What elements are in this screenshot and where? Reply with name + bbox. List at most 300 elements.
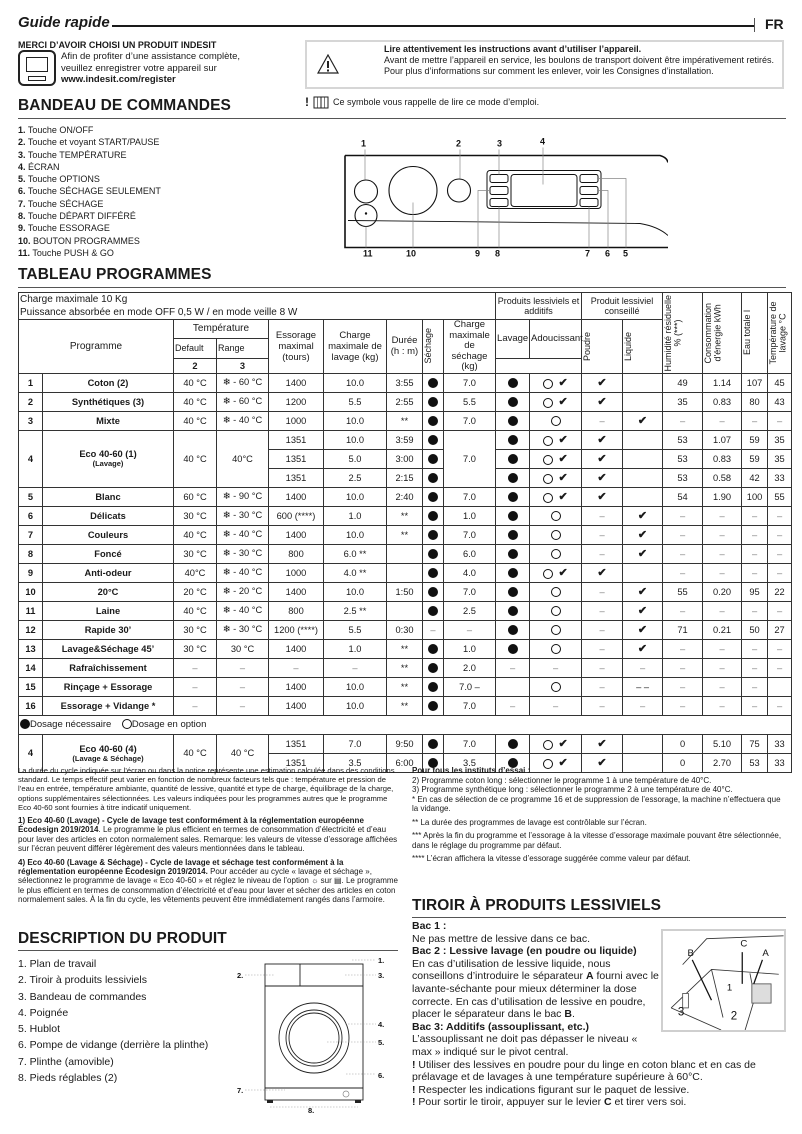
duree-header: Durée (h : m) — [387, 320, 423, 374]
header-rule — [112, 25, 755, 27]
command-item — [18, 124, 161, 136]
filled-dot-icon — [428, 549, 438, 559]
command-item — [18, 136, 161, 148]
table-cell: – — [768, 411, 792, 430]
table-cell — [423, 392, 444, 411]
table-cell: 42 — [742, 468, 768, 487]
bandeau-title: BANDEAU DE COMMANDES — [18, 97, 231, 114]
table-cell: – — [768, 639, 792, 658]
eco-sechage-note-bold: 4) Eco 40-60 (Lavage & Séchage) - Cycle de lavage et séchage test conformément à la réglementation européenne Écodesign 2019/2014. — [18, 857, 344, 877]
programme-number: 15 — [19, 677, 43, 696]
table-cell: 40 °C — [174, 430, 217, 487]
conseille-header: Produit lessiviel conseillé — [582, 293, 663, 320]
table-cell: 1.14 — [703, 373, 742, 392]
exclamation-icon: ! — [305, 95, 309, 109]
table-cell — [496, 620, 530, 639]
table-cell: – — [742, 563, 768, 582]
command-item — [18, 222, 161, 234]
table-cell: – — [623, 696, 663, 715]
checkmark-icon: ✔ — [558, 396, 568, 408]
conso-header-text: Consommation d'énergie kWh — [703, 302, 723, 364]
tiroir-title: TIROIR À PRODUITS LESSIVIELS — [412, 897, 662, 914]
table-cell: 53 — [663, 430, 703, 449]
liquide-header — [623, 320, 663, 374]
command-number: 7. — [18, 198, 26, 209]
table-cell: ❄ - 30 °C — [217, 620, 269, 639]
table-cell: – — [582, 582, 623, 601]
table-cell: – — [703, 639, 742, 658]
humidite-header — [663, 293, 703, 374]
table-cell: – — [663, 696, 703, 715]
description-item: 3. Bandeau de commandes — [18, 990, 147, 1003]
warning-box — [305, 40, 784, 89]
header-divider — [754, 18, 755, 32]
table-cell — [530, 639, 582, 658]
table-cell: 10.0 — [324, 677, 387, 696]
table-cell — [582, 487, 623, 506]
table-cell: 1.0 — [324, 639, 387, 658]
table-cell — [530, 601, 582, 620]
book-note — [305, 95, 539, 109]
washer-diagram — [230, 952, 395, 1117]
register-line-2: veuillez enregistrer votre appareil sur — [61, 62, 217, 74]
table-cell: – — [663, 639, 703, 658]
table-cell: – — [444, 620, 496, 639]
command-item — [18, 210, 161, 222]
table-cell: – — [663, 411, 703, 430]
eco-name: Eco 40-60 (1) — [79, 449, 137, 459]
table-cell: – — [582, 525, 623, 544]
open-circle-icon — [543, 740, 553, 750]
table-cell: 30 °C — [174, 620, 217, 639]
table-cell: – — [703, 601, 742, 620]
table-cell: 95 — [742, 582, 768, 601]
table-cell: 40 °C — [174, 411, 217, 430]
poudre-header — [582, 320, 623, 374]
note-star-3: *** Après la fin du programme et l’essorage à la vitesse d’essorage maximale pouvant être sélectionnée, dans le réglage du programme par défaut. — [412, 831, 782, 850]
bac3-title: Bac 3: Additifs (assouplissant, etc.) — [412, 1020, 589, 1033]
table-cell: 55 — [768, 487, 792, 506]
callout-7: 7 — [585, 248, 591, 259]
checkmark-icon: ✔ — [637, 415, 648, 427]
table-cell: 2.5 ** — [324, 601, 387, 620]
adoucissant-header: Adoucissant — [530, 320, 582, 359]
table-cell: 107 — [742, 373, 768, 392]
table-cell — [496, 544, 530, 563]
table-cell: ** — [387, 525, 423, 544]
power-line: Puissance absorbée en mode OFF 0,5 W / en mode veille 8 W — [19, 306, 496, 320]
table-cell: – — [582, 639, 623, 658]
command-number: 6. — [18, 186, 26, 197]
table-cell: ❄ - 60 °C — [217, 373, 269, 392]
table-cell — [496, 639, 530, 658]
table-cell: 6:00 — [387, 753, 423, 772]
filled-dot-icon — [508, 473, 518, 483]
programme-number: 3 — [19, 411, 43, 430]
table-cell: 7.0 — [444, 696, 496, 715]
command-item — [18, 149, 161, 161]
table-cell — [496, 563, 530, 582]
command-number: 9. — [18, 223, 26, 234]
table-cell: 49 — [663, 373, 703, 392]
table-cell: 59 — [742, 430, 768, 449]
filled-dot-icon — [428, 454, 438, 464]
language-code: FR — [765, 16, 784, 32]
checkmark-icon: ✔ — [637, 548, 648, 560]
table-row — [19, 506, 792, 525]
filled-dot-icon — [508, 435, 518, 445]
command-item — [18, 198, 161, 210]
lever-c-label: C — [604, 1096, 612, 1109]
table-cell: 35 — [663, 392, 703, 411]
table-cell — [623, 544, 663, 563]
checkmark-icon: ✔ — [597, 567, 607, 579]
programme-number: 6 — [19, 506, 43, 525]
table-cell — [623, 392, 663, 411]
table-cell: 4.0 — [444, 563, 496, 582]
warning-3 — [412, 1096, 787, 1109]
eco-name: Eco 40-60 (4) — [79, 743, 137, 754]
table-cell — [530, 563, 582, 582]
table-cell — [496, 468, 530, 487]
table-cell: 30 °C — [217, 639, 269, 658]
note-3: 3) Programme synthétique long : sélectionner le programme 2 à une température de 40°C. — [412, 785, 733, 794]
filled-dot-icon — [428, 530, 438, 540]
programme-table — [18, 292, 788, 773]
table-cell: 10.0 — [324, 487, 387, 506]
book-icon — [313, 96, 329, 109]
table-cell: – — [742, 544, 768, 563]
filled-dot-icon — [508, 625, 518, 635]
table-cell: – — [582, 658, 623, 677]
table-cell: 71 — [663, 620, 703, 639]
table-cell — [530, 373, 582, 392]
svg-text:4.: 4. — [378, 1020, 385, 1029]
callout-4: 4 — [540, 136, 546, 147]
duration-note: La durée du cycle indiquée sur l’écran ou dans la notice représente une estimation calculée dans des conditions standard. Le temps effectif peut varier en fonction de nombreux facteurs tels que : température et pression de l’eau en entrée, température ambiante, quantité de lessive, quantité et type de charge, équilibrage de la charge, options supplémentaires sélectionnées. Les valeurs indiquées pour les programmes autres que le programme Eco 40-60 sont fournies à titre indicatif uniquement. — [18, 766, 395, 812]
eco-sechage-note — [18, 858, 398, 905]
drawer-label-a: A — [762, 947, 769, 959]
bac2-text-a: En cas d’utilisation de lessive liquide, nous conseillons d’introduire le séparateur — [412, 957, 611, 983]
legend-option: Dosage en option — [131, 719, 207, 730]
table-cell: 2.5 — [324, 468, 387, 487]
open-circle-icon — [543, 455, 553, 465]
table-cell — [530, 582, 582, 601]
table-cell: 6.0 ** — [324, 544, 387, 563]
checkmark-icon: ✔ — [637, 586, 648, 598]
filled-dot-icon — [508, 416, 518, 426]
register-line-1: Afin de profiter d’une assistance complète, — [61, 51, 241, 62]
table-row — [19, 430, 792, 449]
eau-header-text: Eau totale l — [742, 310, 753, 356]
table-cell: 60 °C — [174, 487, 217, 506]
programme-name — [43, 430, 174, 487]
callout-9: 9 — [475, 248, 481, 259]
table-cell: ** — [387, 639, 423, 658]
programme-name: Lavage&Séchage 45’ — [43, 639, 174, 658]
command-label: Touche ESSORAGE — [27, 223, 110, 234]
table-cell: 7.0 — [324, 734, 387, 753]
filled-dot-icon — [508, 530, 518, 540]
warning-title: Lire attentivement les instructions avant d’utiliser l’appareil. — [384, 44, 642, 54]
description-list — [18, 956, 208, 1086]
table-cell — [423, 430, 444, 449]
table-cell: ❄ - 30 °C — [217, 506, 269, 525]
description-title: DESCRIPTION DU PRODUIT — [18, 930, 227, 947]
table-cell: 7.0 – — [444, 677, 496, 696]
callout-6: 6 — [605, 248, 611, 259]
description-item: 2. Tiroir à produits lessiviels — [18, 974, 147, 987]
programme-name: Couleurs — [43, 525, 174, 544]
table-cell — [623, 468, 663, 487]
table-cell: 53 — [663, 449, 703, 468]
table-cell: ❄ - 40 °C — [217, 601, 269, 620]
table-cell — [387, 563, 423, 582]
table-cell — [530, 620, 582, 639]
description-item: 8. Pieds réglables (2) — [18, 1072, 118, 1085]
table-cell: – — [703, 658, 742, 677]
table-cell: 5.5 — [444, 392, 496, 411]
eco-lavage-note-bold: 1) Eco 40-60 (Lavage) - Cycle de lavage test conformément à la réglementation européenne Écodesign 2019/2014 — [18, 816, 364, 835]
table-cell — [623, 430, 663, 449]
table-cell: – — [582, 411, 623, 430]
essorage-header: Essorage maximal (tours) — [269, 320, 324, 374]
table-cell: 7.0 — [444, 582, 496, 601]
filled-dot-icon — [508, 511, 518, 521]
table-cell: ❄ - 90 °C — [217, 487, 269, 506]
checkmark-icon: ✔ — [597, 453, 607, 465]
table-cell — [496, 487, 530, 506]
filled-dot-icon — [428, 739, 438, 749]
exclamation-icon: ! — [412, 1058, 419, 1071]
lavage-num: 2 — [174, 358, 217, 373]
filled-dot-icon — [428, 416, 438, 426]
table-cell: – — [742, 639, 768, 658]
table-row — [19, 544, 792, 563]
table-cell: 4.0 ** — [324, 563, 387, 582]
temperature-header: Température — [174, 320, 269, 339]
programme-number: 8 — [19, 544, 43, 563]
filled-dot-icon — [508, 454, 518, 464]
table-cell: 2:55 — [387, 392, 423, 411]
checkmark-icon: ✔ — [597, 472, 607, 484]
drawer-label-1: 1 — [726, 982, 733, 994]
table-cell — [496, 373, 530, 392]
charge-lavage-header: Charge maximale de lavage (kg) — [324, 320, 387, 374]
table-cell: 1.90 — [703, 487, 742, 506]
note-2: 2) Programme coton long : sélectionner le programme 1 à une température de 40°C. — [412, 775, 712, 785]
table-cell — [582, 430, 623, 449]
filled-dot-icon — [508, 568, 518, 578]
filled-dot-icon — [428, 568, 438, 578]
bac3-text: L’assouplissant ne doit pas dépasser le niveau « max » indiqué sur le pivot central. — [412, 1033, 638, 1058]
table-cell — [582, 373, 623, 392]
table-cell: 7.0 — [444, 734, 496, 753]
description-item: 6. Pompe de vidange (derrière la plinthe) — [18, 1039, 209, 1052]
table-cell: 0.83 — [703, 392, 742, 411]
table-cell: – — [423, 620, 444, 639]
table-cell — [530, 677, 582, 696]
table-cell: 7.0 — [444, 430, 496, 487]
checkmark-icon: ✔ — [558, 567, 568, 579]
table-cell: – — [768, 601, 792, 620]
table-cell: 33 — [768, 753, 792, 772]
table-cell: – — [703, 677, 742, 696]
table-cell: – — [742, 696, 768, 715]
programme-number: 7 — [19, 525, 43, 544]
programme-number: 1 — [19, 373, 43, 392]
table-cell: – — [703, 563, 742, 582]
programme-name: Mixte — [43, 411, 174, 430]
programme-number: 4 — [19, 430, 43, 487]
register-link[interactable]: www.indesit.com/register — [61, 74, 176, 85]
table-cell: 3.5 — [444, 753, 496, 772]
book-note-text: Ce symbole vous rappelle de lire ce mode d’emploi. — [333, 97, 540, 107]
table-row — [19, 411, 792, 430]
filled-dot-icon — [508, 549, 518, 559]
adoucissant-num: 3 — [217, 358, 269, 373]
default-header: Default — [174, 338, 217, 358]
table-cell: ** — [387, 677, 423, 696]
svg-text:7.: 7. — [237, 1086, 244, 1095]
table-cell: – — [663, 658, 703, 677]
table-cell: 7.0 — [444, 411, 496, 430]
table-cell — [423, 468, 444, 487]
table-cell: ** — [387, 696, 423, 715]
table-cell: – — [742, 525, 768, 544]
open-circle-icon — [543, 493, 553, 503]
table-cell: 1400 — [269, 696, 324, 715]
table-cell: – — [742, 677, 768, 696]
table-cell: 1200 — [269, 392, 324, 411]
svg-text:5.: 5. — [378, 1038, 385, 1047]
open-circle-icon — [551, 644, 561, 654]
table-cell: 2:40 — [387, 487, 423, 506]
filled-dot-icon — [428, 397, 438, 407]
table-cell — [530, 392, 582, 411]
table-cell: 35 — [768, 449, 792, 468]
programme-name: Délicats — [43, 506, 174, 525]
conso-header — [703, 293, 742, 374]
table-cell — [623, 620, 663, 639]
callout-11: 11 — [363, 248, 373, 259]
table-cell: – — [663, 506, 703, 525]
section-rule — [18, 287, 786, 288]
table-cell: – — [768, 563, 792, 582]
table-cell: 40 °C — [174, 525, 217, 544]
table-cell — [423, 563, 444, 582]
table-cell: 50 — [742, 620, 768, 639]
table-cell: – — [703, 506, 742, 525]
command-number: 5. — [18, 174, 26, 185]
open-circle-icon — [551, 511, 561, 521]
svg-text:3.: 3. — [378, 971, 385, 980]
table-cell — [582, 563, 623, 582]
table-cell: 0 — [663, 753, 703, 772]
table-cell — [623, 411, 663, 430]
table-cell — [496, 449, 530, 468]
callout-8: 8 — [495, 248, 501, 259]
table-cell: ❄ - 20 °C — [217, 582, 269, 601]
table-cell: 5.10 — [703, 734, 742, 753]
welcome-title: MERCI D’AVOIR CHOISI UN PRODUIT INDESIT — [18, 40, 217, 50]
table-cell — [423, 373, 444, 392]
liquide-header-text: Liquide — [623, 331, 634, 361]
table-cell: – — [530, 658, 582, 677]
table-cell: – — [623, 658, 663, 677]
table-cell: 40 °C — [174, 601, 217, 620]
section-rule — [412, 917, 786, 918]
table-cell: 1.0 — [444, 506, 496, 525]
open-circle-icon — [543, 569, 553, 579]
table-cell — [623, 582, 663, 601]
table-cell: – — [663, 677, 703, 696]
table-cell: – — [174, 658, 217, 677]
command-number: 4. — [18, 161, 26, 172]
svg-text:6.: 6. — [378, 1071, 385, 1080]
open-circle-icon — [551, 682, 561, 692]
control-panel-diagram — [340, 120, 668, 260]
programme-name: Synthétiques (3) — [43, 392, 174, 411]
table-cell: – — [742, 601, 768, 620]
checkmark-icon: ✔ — [558, 738, 568, 750]
callout-3: 3 — [497, 138, 503, 149]
open-circle-icon — [551, 416, 561, 426]
table-cell: 45 — [768, 373, 792, 392]
table-cell: 27 — [768, 620, 792, 639]
table-cell: – — [768, 525, 792, 544]
table-cell: 1000 — [269, 411, 324, 430]
table-cell — [423, 487, 444, 506]
table-cell — [530, 430, 582, 449]
table-cell — [423, 506, 444, 525]
table-cell — [496, 677, 530, 696]
programme-number: 16 — [19, 696, 43, 715]
table-cell — [623, 525, 663, 544]
eco-sechage-note-text: Pour accéder au cycle « lavage et séchage », sélectionnez le programme de lavage « Eco 40-60 » et réglez le niveau de l’option ☼ sur ▤. Le programme le plus efficient en termes de consommation d’électricité et d’eau pour laver et sécher des articles en coton normalement sales. À la fin du cycle, les vêtements peuvent être immédiatement rangés dans l’armoire. — [18, 867, 398, 905]
table-cell: 1400 — [269, 487, 324, 506]
table-cell: 53 — [742, 753, 768, 772]
table-cell: – — [496, 696, 530, 715]
table-cell: 75 — [742, 734, 768, 753]
table-cell — [423, 582, 444, 601]
table-cell: 1.07 — [703, 430, 742, 449]
table-cell: ❄ - 60 °C — [217, 392, 269, 411]
open-circle-icon — [551, 530, 561, 540]
table-cell — [423, 525, 444, 544]
command-label: BOUTON PROGRAMMES — [33, 235, 140, 246]
table-cell: – — [217, 677, 269, 696]
table-cell: 3.5 — [324, 753, 387, 772]
table-cell: – — [742, 411, 768, 430]
table-cell — [623, 506, 663, 525]
warning-2 — [412, 1084, 787, 1097]
command-number: 10. — [18, 235, 31, 246]
table-cell: – — [703, 525, 742, 544]
table-cell — [530, 449, 582, 468]
table-cell: 40°C — [217, 430, 269, 487]
table-cell: – — [217, 658, 269, 677]
command-label: Touche OPTIONS — [27, 174, 100, 185]
charge-sechage-header: Charge maximale de séchage (kg) — [444, 320, 496, 374]
table-cell — [530, 734, 582, 753]
programme-name: Foncé — [43, 544, 174, 563]
eco-lavage-note-text: . Le programme le plus efficient en termes de consommation d’électricité et d’eau pour laver des articles en coton normalement sales. Remarque: les valeurs de vitesse d’essorage affichées sur l’écran peuvent différer légèrement des valeurs mentionnées dans le tableau. — [18, 825, 398, 854]
table-cell: 33 — [768, 734, 792, 753]
table-cell: 1400 — [269, 525, 324, 544]
programme-number: 5 — [19, 487, 43, 506]
table-row — [19, 373, 792, 392]
